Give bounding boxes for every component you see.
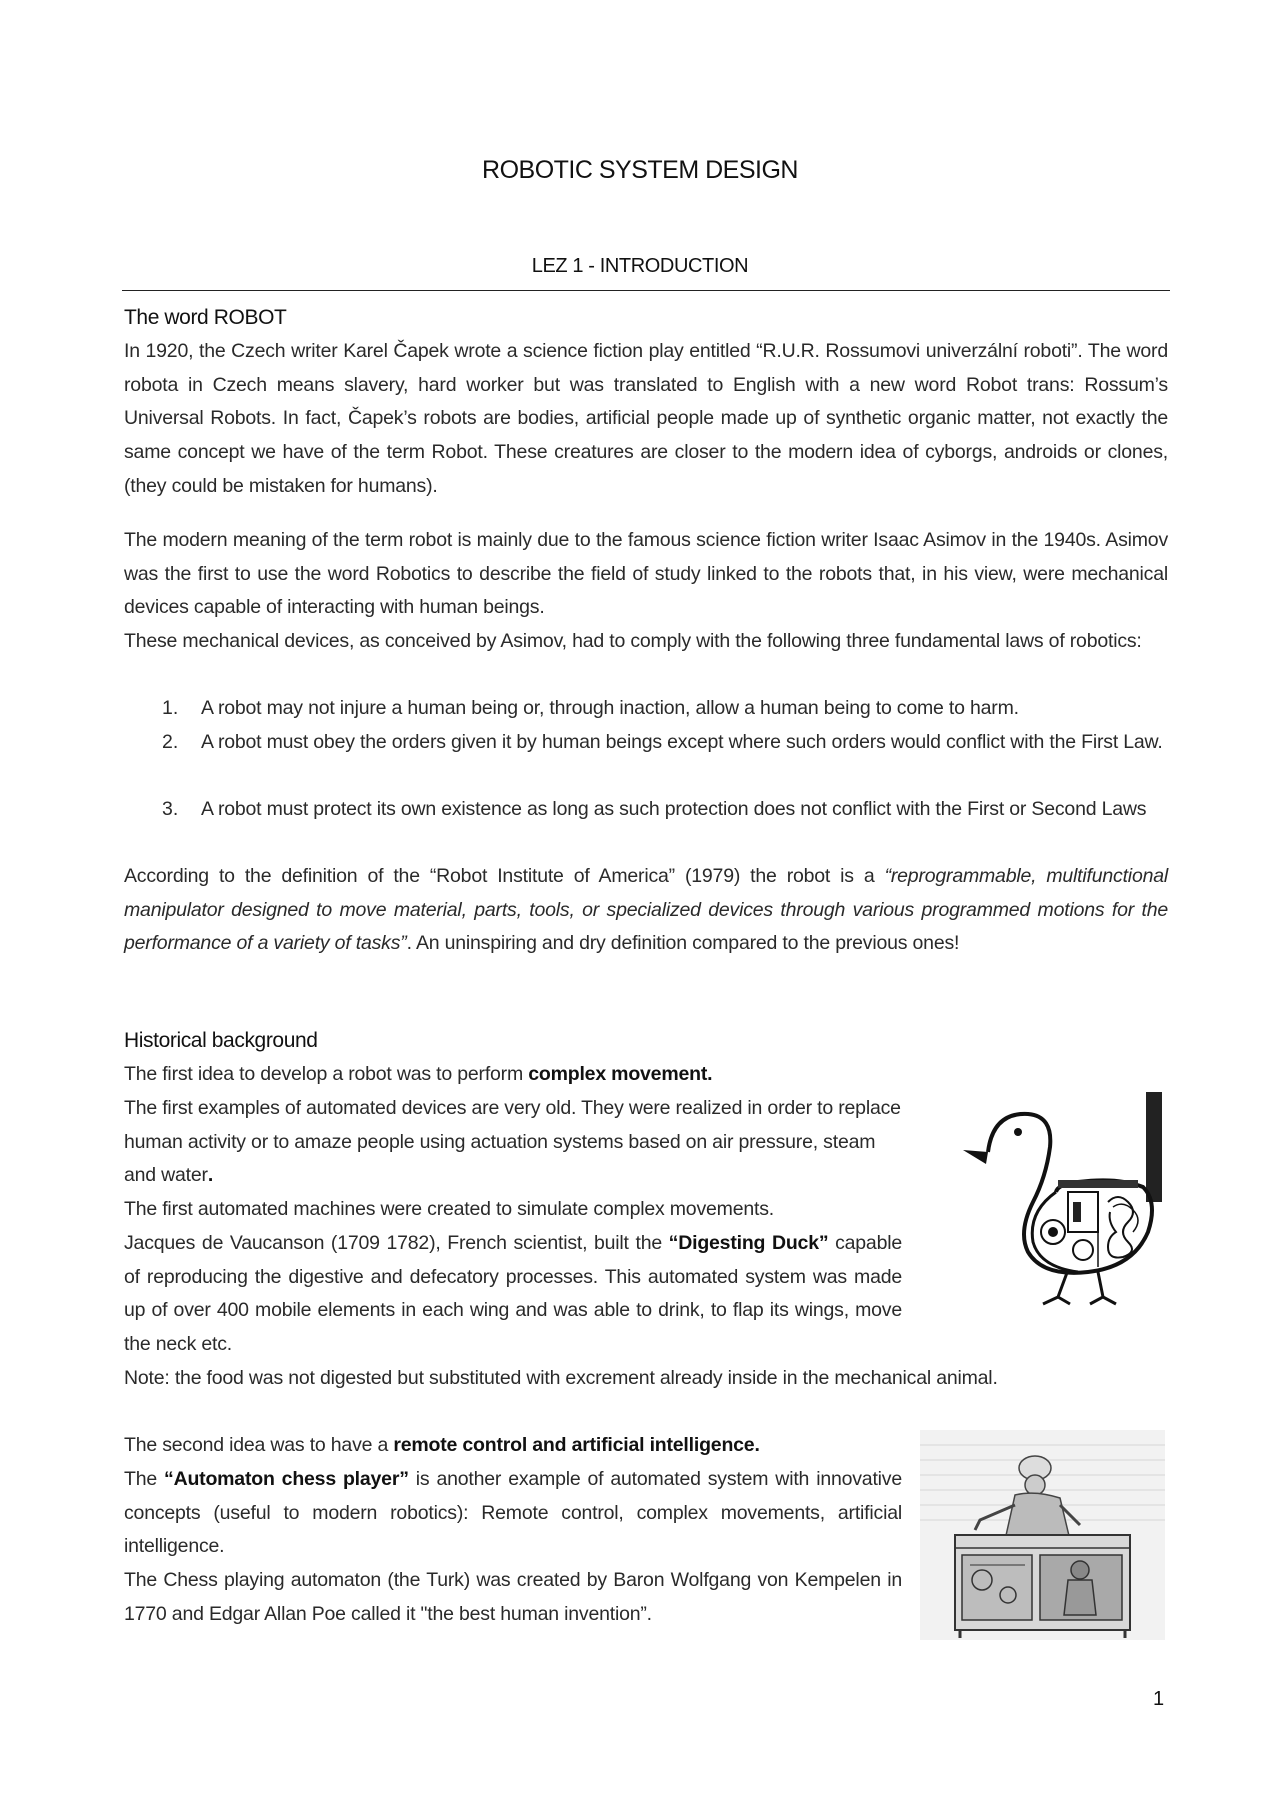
- second-idea-bold: remote control and artificial intelligence.: [393, 1434, 760, 1456]
- law-number: 3.: [162, 798, 179, 820]
- chess-description: is another example of automated system with innovative concepts (useful to modern robotics): Remote control, complex movements, artificial intelligence.: [124, 1468, 902, 1558]
- section-heading-word-robot: The word ROBOT: [124, 306, 287, 329]
- ria-tail-text: . An uninspiring and dry definition compared to the previous ones!: [406, 932, 960, 955]
- paragraph-chess-player: [124, 1463, 902, 1564]
- paragraph-laws-intro: These mechanical devices, as conceived by Asimov, had to comply with the following three fundamental laws of robotics:: [124, 630, 1142, 652]
- chess-player-bold: “Automaton chess player”: [164, 1468, 409, 1490]
- header-divider: [122, 290, 1170, 291]
- law-number: 1.: [162, 697, 179, 719]
- paragraph-capek: In 1920, the Czech writer Karel Čapek wrote a science fiction play entitled “R.U.R. Rossumovi univerzální roboti”. The word robota in Czech means slavery, hard worker but was translated to English with a new word Robot trans: Rossum’s Universal Robots. In fact, Čapek’s robots are bodies, artificial people made up of synthetic organic matter, not exactly the same concept we have of the term Robot. These creatures are closer to the modern idea of cyborgs, androids or clones, (they could be mistaken for humans).: [124, 340, 1168, 497]
- ria-definition-quote: “reprogrammable, multifunctional manipulator designed to move material, parts, tools, or specialized devices through various programmed motions for the performance of a variety of tasks”: [124, 865, 1169, 955]
- law-item: A robot may not injure a human being or, through inaction, allow a human being to come to harm.: [201, 697, 1019, 719]
- law-number: 2.: [162, 731, 179, 753]
- paragraph-digesting-duck: [124, 1227, 902, 1362]
- paragraph-turk: The Chess playing automaton (the Turk) was created by Baron Wolfgang von Kempelen in 1770 and Edgar Allan Poe called it "the best human invention”.: [124, 1569, 902, 1625]
- digesting-duck-description: capable of reproducing the digestive and defecatory processes. This automated system was made up of over 400 mobile elements in each wing and was able to drink, to flap its wings, move the neck etc.: [124, 1232, 902, 1356]
- document-title: ROBOTIC SYSTEM DESIGN: [482, 156, 798, 184]
- second-idea-text: The second idea was to have a: [124, 1434, 394, 1456]
- paragraph-complex-movements: The first automated machines were created to simulate complex movements.: [124, 1198, 774, 1220]
- lecture-subtitle: LEZ 1 - INTRODUCTION: [531, 255, 749, 277]
- first-idea-bold: complex movement.: [528, 1063, 713, 1085]
- page-number: 1: [1153, 1688, 1165, 1710]
- ria-intro-text: According to the definition of the “Robot Institute of America” (1979) the robot is a: [124, 865, 885, 887]
- chess-automaton-image: [920, 1430, 1165, 1640]
- vaucanson-text: Jacques de Vaucanson (1709 1782), French scientist, built the: [124, 1232, 669, 1254]
- paragraph-note: Note: the food was not digested but substituted with excrement already inside in the mechanical animal.: [124, 1367, 998, 1389]
- paragraph-automated-devices: [124, 1092, 902, 1193]
- paragraph-asimov: The modern meaning of the term robot is mainly due to the famous science fiction writer Isaac Asimov in the 1940s. Asimov was the first to use the word Robotics to describe the field of study linked to the robots that, in his view, were mechanical devices capable of interacting with human beings.: [124, 529, 1168, 619]
- section-heading-historical-background: Historical background: [124, 1029, 318, 1052]
- digesting-duck-image: [958, 1092, 1168, 1312]
- paragraph-ria-definition: [124, 860, 1168, 961]
- digesting-duck-bold: “Digesting Duck”: [668, 1232, 829, 1254]
- chess-intro-text: The: [124, 1468, 165, 1490]
- paragraph-first-idea: [124, 1058, 1168, 1092]
- first-idea-text: The first idea to develop a robot was to perform: [124, 1063, 529, 1085]
- law-item: A robot must obey the orders given it by human beings except where such orders would conflict with the First Law.: [201, 731, 1163, 753]
- automated-devices-text: The first examples of automated devices are very old. They were realized in order to replace human activity or to amaze people using actuation systems based on air pressure, steam and water: [124, 1097, 901, 1187]
- law-item: A robot must protect its own existence as long as such protection does not conflict with the First or Second Laws: [201, 798, 1147, 820]
- automated-devices-end: .: [207, 1164, 214, 1187]
